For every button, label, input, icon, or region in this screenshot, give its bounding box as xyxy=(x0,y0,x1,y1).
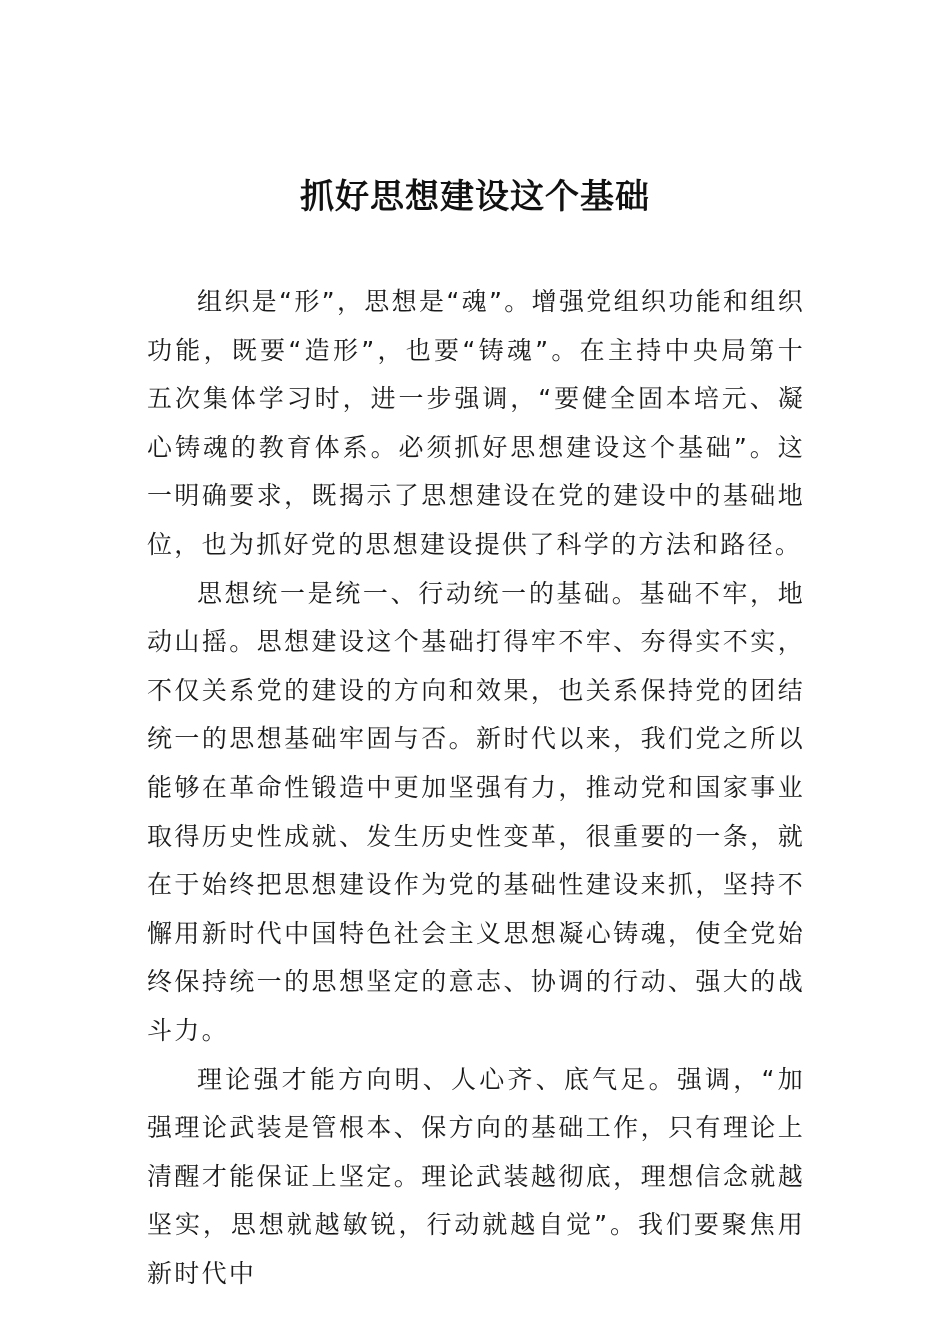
paragraph-3: 理论强才能方向明、人心齐、底气足。强调，“加强理论武装是管根本、保方向的基础工作，只有理论上清醒才能保证上坚定。理论武装越彻底，理想信念就越坚实，思想就越敏锐，行动就越自觉”。我们要聚焦用新时代中 xyxy=(147,1064,805,1288)
document-body xyxy=(147,278,805,1298)
paragraph-2: 思想统一是统一、行动统一的基础。基础不牢，地动山摇。思想建设这个基础打得牢不牢、夯得实不实，不仅关系党的建设的方向和效果，也关系保持党的团结统一的思想基础牢固与否。新时代以来，我们党之所以能够在革命性锻造中更加坚强有力，推动党和国家事业取得历史性成就、发生历史性变革，很重要的一条，就在于始终把思想建设作为党的基础性建设来抓，坚持不懈用新时代中国特色社会主义思想凝心铸魂，使全党始终保持统一的思想坚定的意志、协调的行动、强大的战斗力。 xyxy=(147,578,805,1045)
document-title: 抓好思想建设这个基础 xyxy=(300,177,650,217)
paragraph-1: 组织是“形”，思想是“魂”。增强党组织功能和组织功能，既要“造形”，也要“铸魂”。在主持中央局第十五次集体学习时，进一步强调，“要健全固本培元、凝心铸魂的教育体系。必须抓好思想建设这个基础”。这一明确要求，既揭示了思想建设在党的建设中的基础地位，也为抓好党的思想建设提供了科学的方法和路径。 xyxy=(147,287,805,559)
